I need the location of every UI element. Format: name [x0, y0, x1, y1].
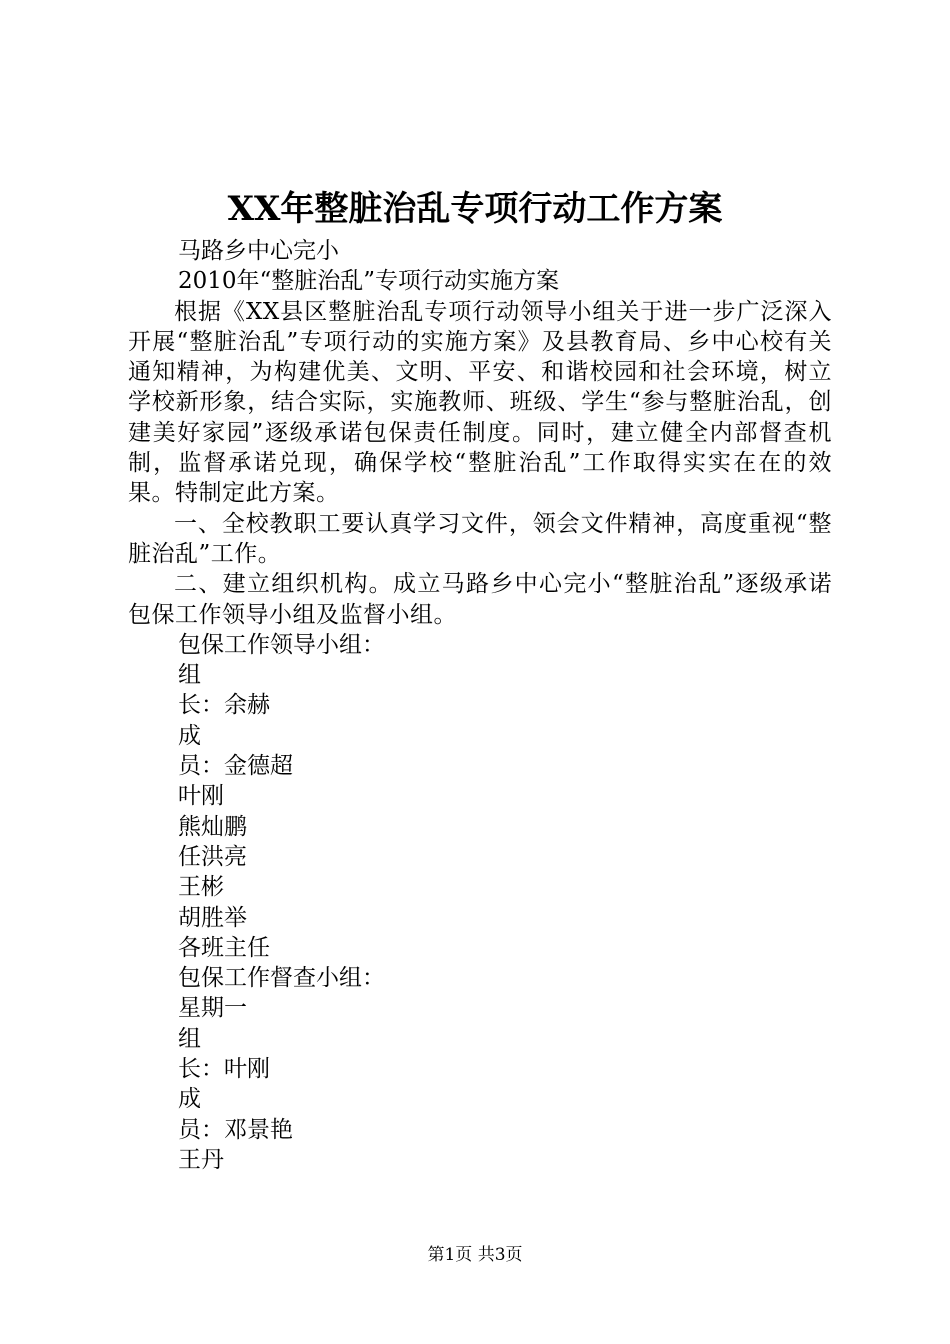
list-line: 王丹 [178, 1146, 224, 1173]
document-body [128, 236, 832, 1175]
list-line: 各班主任 [178, 934, 270, 961]
list-line: 长：余赫 [178, 692, 270, 719]
list-line: 叶刚 [178, 783, 224, 810]
list-line: 成 [178, 1086, 201, 1113]
plan-subtitle: 2010年“整脏治乱”专项行动实施方案 [178, 268, 560, 295]
document-title: XX年整脏治乱专项行动工作方案 [227, 189, 723, 229]
list-line: 员：金德超 [178, 753, 293, 780]
paragraph-item-2: 二、建立组织机构。成立马路乡中心完小“整脏治乱”逐级承诺包保工作领导小组及监督小组。 [128, 571, 832, 628]
list-line: 星期一 [178, 995, 247, 1022]
list-line: 长：叶刚 [178, 1056, 270, 1083]
list-line: 员：邓景艳 [178, 1116, 293, 1143]
paragraph-item-1: 一、全校教职工要认真学习文件，领会文件精神，高度重视“整脏治乱”工作。 [128, 510, 832, 567]
list-line: 包保工作领导小组： [178, 631, 385, 658]
list-line: 胡胜举 [178, 904, 247, 931]
list-line: 任洪亮 [178, 843, 247, 870]
list-line: 组 [178, 1025, 201, 1052]
list-line: 组 [178, 662, 201, 689]
page-footer: 第1页 共3页 [427, 1245, 523, 1265]
school-name: 马路乡中心完小 [178, 238, 339, 264]
list-line: 包保工作督查小组： [178, 965, 385, 992]
list-line: 熊灿鹏 [178, 813, 247, 840]
list-line: 王彬 [178, 874, 224, 901]
list-line: 成 [178, 722, 201, 749]
paragraph-intro: 根据《XX县区整脏治乱专项行动领导小组关于进一步广泛深入开展“整脏治乱”专项行动的实施方案》及县教育局、乡中心校有关通知精神，为构建优美、文明、平安、和谐校园和社会环境，树立学校新形象，结合实际，实施教师、班级、学生“参与整脏治乱，创建美好家园”逐级承诺包保责任制度。同时，建立健全内部督查机制，监督承诺兑现，确保学校“整脏治乱”工作取得实实在在的效果。特制定此方案。 [128, 298, 832, 507]
